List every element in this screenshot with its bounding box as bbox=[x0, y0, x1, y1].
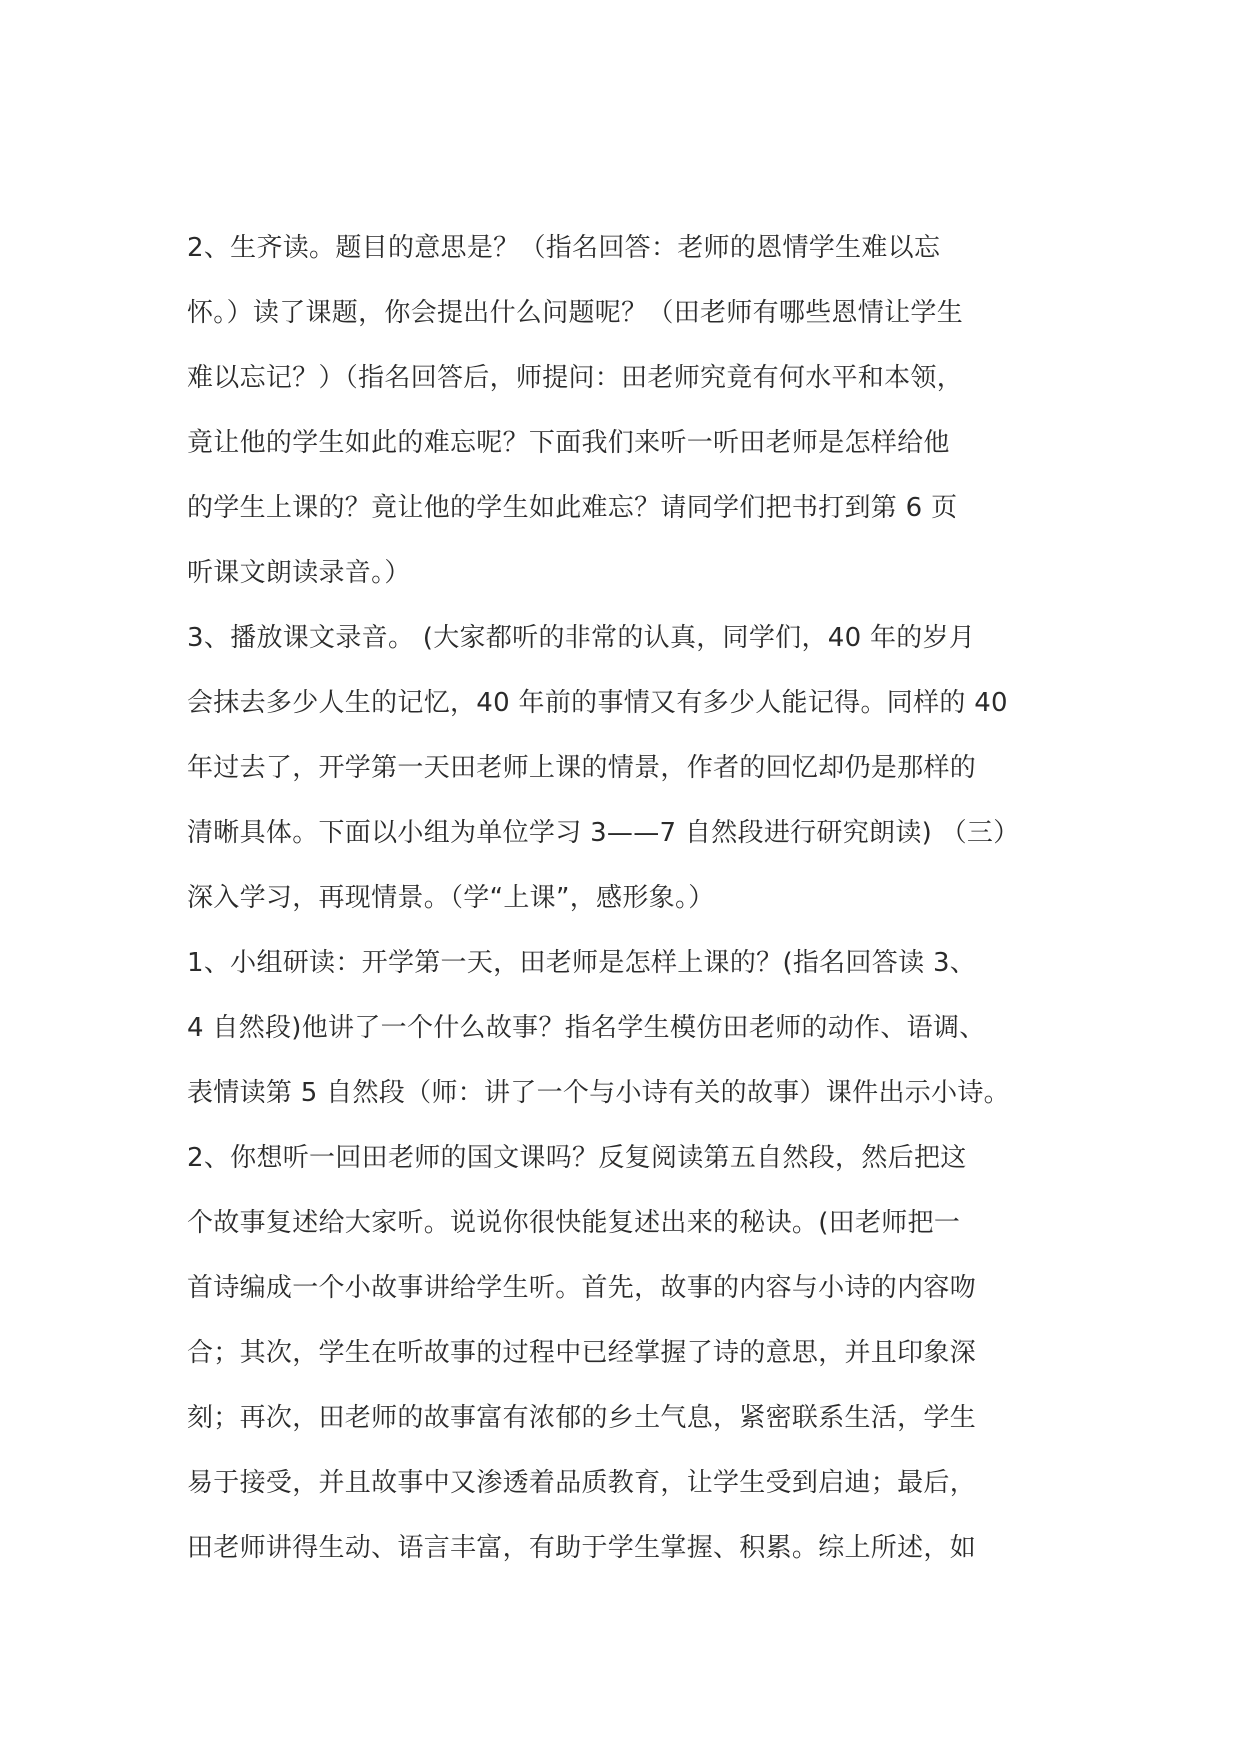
text-line: 竟让他的学生如此的难忘呢？下面我们来听一听田老师是怎样给他 bbox=[187, 428, 950, 458]
text-line: 首诗编成一个小故事讲给学生听。首先，故事的内容与小诗的内容吻 bbox=[187, 1273, 977, 1303]
text-line: 深入学习，再现情景。（学“上课”，感形象。） bbox=[187, 883, 715, 913]
text-line: 的学生上课的？竟让他的学生如此难忘？请同学们把书打到第 6 页 bbox=[187, 493, 958, 523]
text-line: 难以忘记？）（指名回答后，师提问：田老师究竟有何水平和本领， bbox=[187, 363, 964, 393]
text-line: 3、播放课文录音。 (大家都听的非常的认真，同学们，40 年的岁月 bbox=[187, 623, 976, 653]
text-line: 2、你想听一回田老师的国文课吗？反复阅读第五自然段，然后把这 bbox=[187, 1143, 967, 1173]
text-line: 田老师讲得生动、语言丰富，有助于学生掌握、积累。综上所述，如 bbox=[187, 1533, 977, 1563]
text-line: 刻；再次，田老师的故事富有浓郁的乡土气息，紧密联系生活，学生 bbox=[187, 1403, 977, 1433]
text-line: 会抹去多少人生的记忆，40 年前的事情又有多少人能记得。同样的 40 bbox=[187, 688, 1008, 718]
text-line: 1、小组研读：开学第一天，田老师是怎样上课的？(指名回答读 3、 bbox=[187, 948, 977, 978]
text-line: 听课文朗读录音。） bbox=[187, 558, 411, 588]
text-line: 个故事复述给大家听。说说你很快能复述出来的秘诀。(田老师把一 bbox=[187, 1208, 961, 1238]
text-line: 4 自然段)他讲了一个什么故事？指名学生模仿田老师的动作、语调、 bbox=[187, 1013, 986, 1043]
text-line: 年过去了，开学第一天田老师上课的情景，作者的回忆却仍是那样的 bbox=[187, 753, 977, 783]
text-line: 表情读第 5 自然段（师：讲了一个与小诗有关的故事）课件出示小诗。 bbox=[187, 1078, 1010, 1108]
text-line: 2、生齐读。题目的意思是？（指名回答：老师的恩情学生难以忘 bbox=[187, 233, 941, 263]
text-line: 合；其次，学生在听故事的过程中已经掌握了诗的意思，并且印象深 bbox=[187, 1338, 977, 1368]
text-line: 怀。）读了课题，你会提出什么问题呢？（田老师有哪些恩情让学生 bbox=[187, 298, 964, 328]
document-body bbox=[187, 216, 1057, 1581]
text-line: 清晰具体。下面以小组为单位学习 3——7 自然段进行研究朗读) （三） bbox=[187, 818, 1020, 848]
text-line: 易于接受，并且故事中又渗透着品质教育，让学生受到启迪；最后， bbox=[187, 1468, 977, 1498]
